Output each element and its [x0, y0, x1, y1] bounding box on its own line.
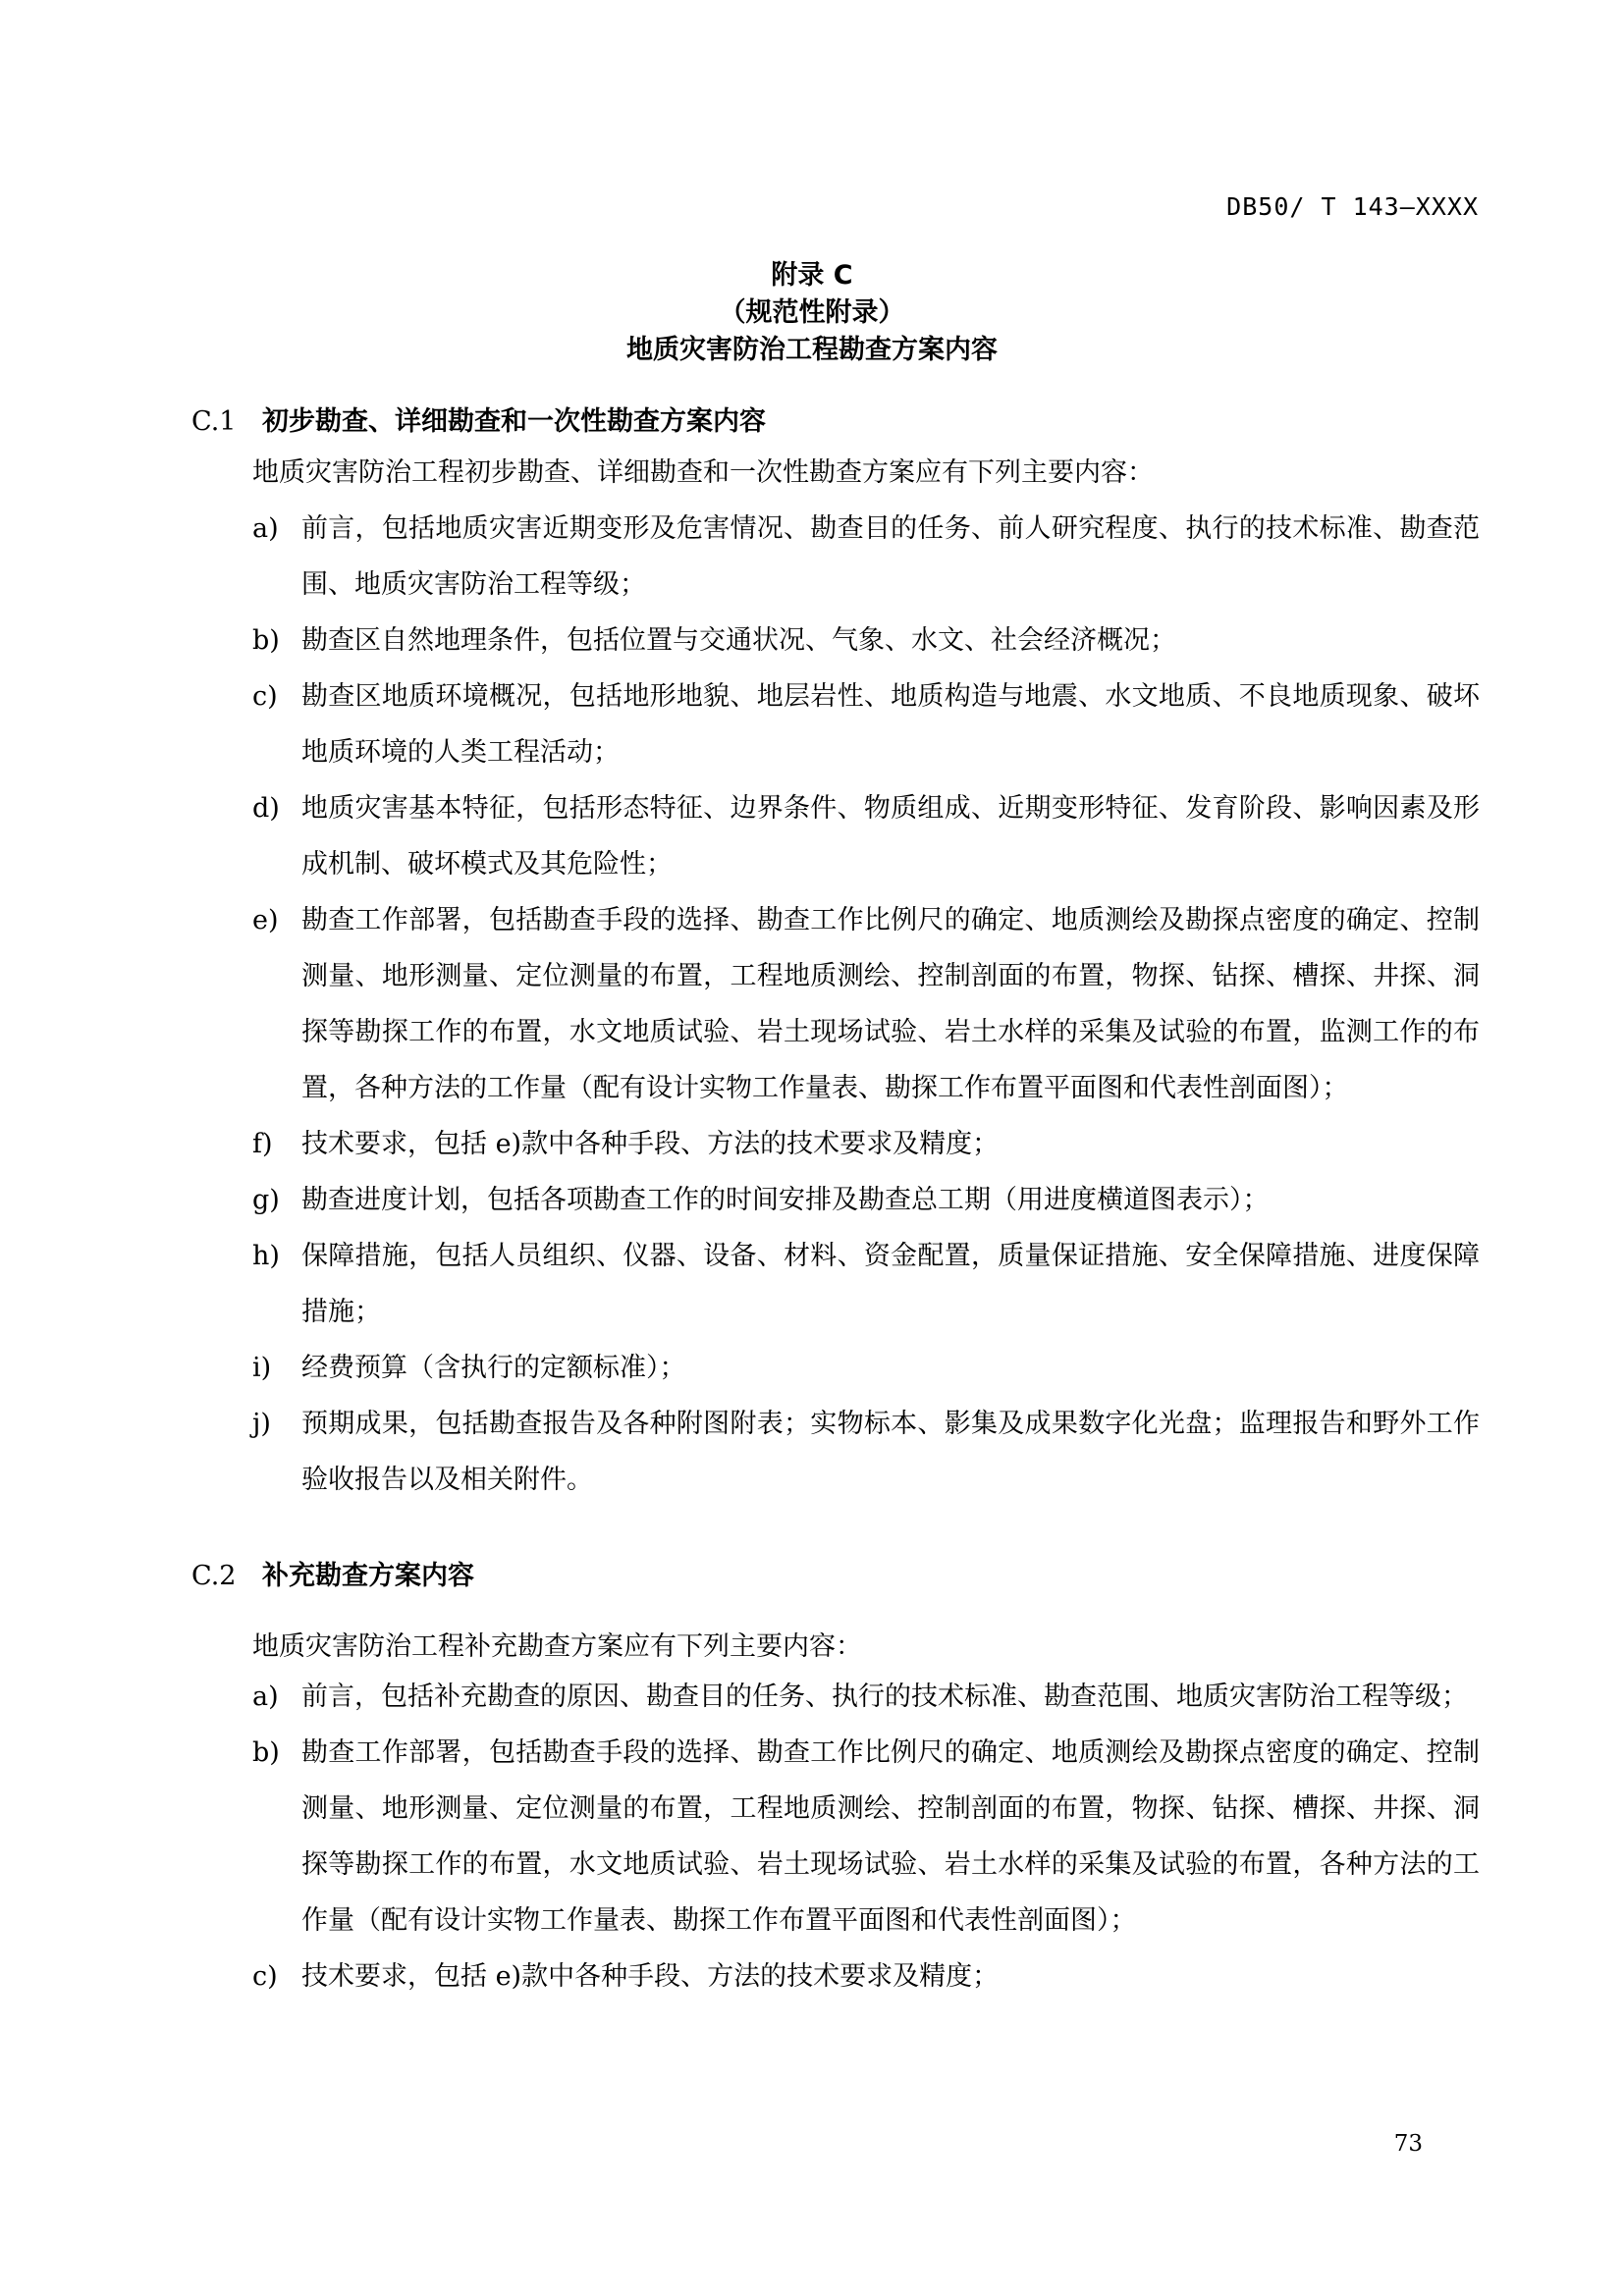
list-item [252, 1725, 1480, 1949]
list-item [252, 1228, 1480, 1340]
section-c2-list [252, 1669, 1480, 2004]
list-text: 预期成果，包括勘查报告及各种附图附表；实物标本、影集及成果数字化光盘；监理报告和野外工作验收报告以及相关附件。 [301, 1409, 1480, 1495]
section-c1-list [252, 501, 1480, 1508]
list-item [252, 1396, 1480, 1508]
list-marker: a) [252, 1682, 279, 1712]
list-text: 勘查工作部署，包括勘查手段的选择、勘查工作比例尺的确定、地质测绘及勘探点密度的确定、控制测量、地形测量、定位测量的布置，工程地质测绘、控制剖面的布置，物探、钻探、槽探、井探、洞探等勘探工作的布置，水文地质试验、岩土现场试验、岩土水样的采集及试验的布置，各种方法的工作量（配有设计实物工作量表、勘探工作布置平面图和代表性剖面图）； [301, 1737, 1480, 1936]
list-item [252, 613, 1480, 668]
appendix-title-block [0, 257, 1624, 369]
appendix-label: 附录 C [771, 260, 853, 291]
list-marker: c) [252, 681, 278, 712]
list-item [252, 1669, 1480, 1725]
list-item [252, 1340, 1480, 1396]
list-marker: c) [252, 1961, 278, 1992]
list-marker: d) [252, 793, 280, 824]
list-item [252, 501, 1480, 613]
appendix-type: （规范性附录） [719, 297, 905, 328]
list-item [252, 668, 1480, 780]
section-title: 初步勘查、详细勘查和一次性勘查方案内容 [262, 406, 766, 437]
list-item [252, 892, 1480, 1116]
section-number: C.2 [191, 1561, 237, 1591]
section-intro: 地质灾害防治工程补充勘查方案应有下列主要内容： [252, 1631, 862, 1662]
list-text: 勘查进度计划，包括各项勘查工作的时间安排及勘查总工期（用进度横道图表示）； [301, 1185, 1270, 1215]
list-text: 勘查区地质环境概况，包括地形地貌、地层岩性、地质构造与地震、水文地质、不良地质现象、破坏地质环境的人类工程活动； [301, 681, 1480, 768]
document-code: DB50/ T 143—XXXX [1226, 192, 1479, 221]
list-marker: a) [252, 513, 279, 544]
list-marker: b) [252, 1737, 280, 1768]
list-text: 经费预算（含执行的定额标准）； [301, 1353, 686, 1383]
list-text: 保障措施，包括人员组织、仪器、设备、材料、资金配置，质量保证措施、安全保障措施、进度保障措施； [301, 1241, 1480, 1327]
list-text: 地质灾害基本特征，包括形态特征、边界条件、物质组成、近期变形特征、发育阶段、影响因素及形成机制、破坏模式及其危险性； [301, 793, 1480, 880]
page-number: 73 [1393, 2131, 1423, 2157]
list-marker: e) [252, 905, 279, 935]
list-text: 前言，包括地质灾害近期变形及危害情况、勘查目的任务、前人研究程度、执行的技术标准、勘查范围、地质灾害防治工程等级； [301, 513, 1480, 600]
list-text: 技术要求，包括 e)款中各种手段、方法的技术要求及精度； [301, 1961, 1000, 1992]
list-item [252, 1116, 1480, 1172]
appendix-name: 地质灾害防治工程勘查方案内容 [626, 335, 998, 365]
list-item [252, 1949, 1480, 2004]
section-heading-c2 [191, 1559, 474, 1594]
list-marker: g) [252, 1185, 280, 1215]
list-marker: i) [252, 1353, 272, 1383]
list-marker: f) [252, 1129, 273, 1159]
section-title: 补充勘查方案内容 [262, 1561, 474, 1591]
list-text: 技术要求，包括 e)款中各种手段、方法的技术要求及精度； [301, 1129, 1000, 1159]
list-item [252, 780, 1480, 892]
list-text: 勘查工作部署，包括勘查手段的选择、勘查工作比例尺的确定、地质测绘及勘探点密度的确定、控制测量、地形测量、定位测量的布置，工程地质测绘、控制剖面的布置，物探、钻探、槽探、井探、洞探等勘探工作的布置，水文地质试验、岩土现场试验、岩土水样的采集及试验的布置，监测工作的布置，各种方法的工作量（配有设计实物工作量表、勘探工作布置平面图和代表性剖面图）； [301, 905, 1480, 1103]
list-marker: b) [252, 625, 280, 656]
list-text: 前言，包括补充勘查的原因、勘查目的任务、执行的技术标准、勘查范围、地质灾害防治工程等级； [301, 1682, 1468, 1712]
section-intro: 地质灾害防治工程初步勘查、详细勘查和一次性勘查方案应有下列主要内容： [252, 457, 1154, 488]
list-marker: j) [252, 1409, 271, 1439]
list-marker: h) [252, 1241, 280, 1271]
section-number: C.1 [191, 406, 237, 437]
section-heading-c1 [191, 404, 766, 440]
list-text: 勘查区自然地理条件，包括位置与交通状况、气象、水文、社会经济概况； [301, 625, 1176, 656]
list-item [252, 1172, 1480, 1228]
